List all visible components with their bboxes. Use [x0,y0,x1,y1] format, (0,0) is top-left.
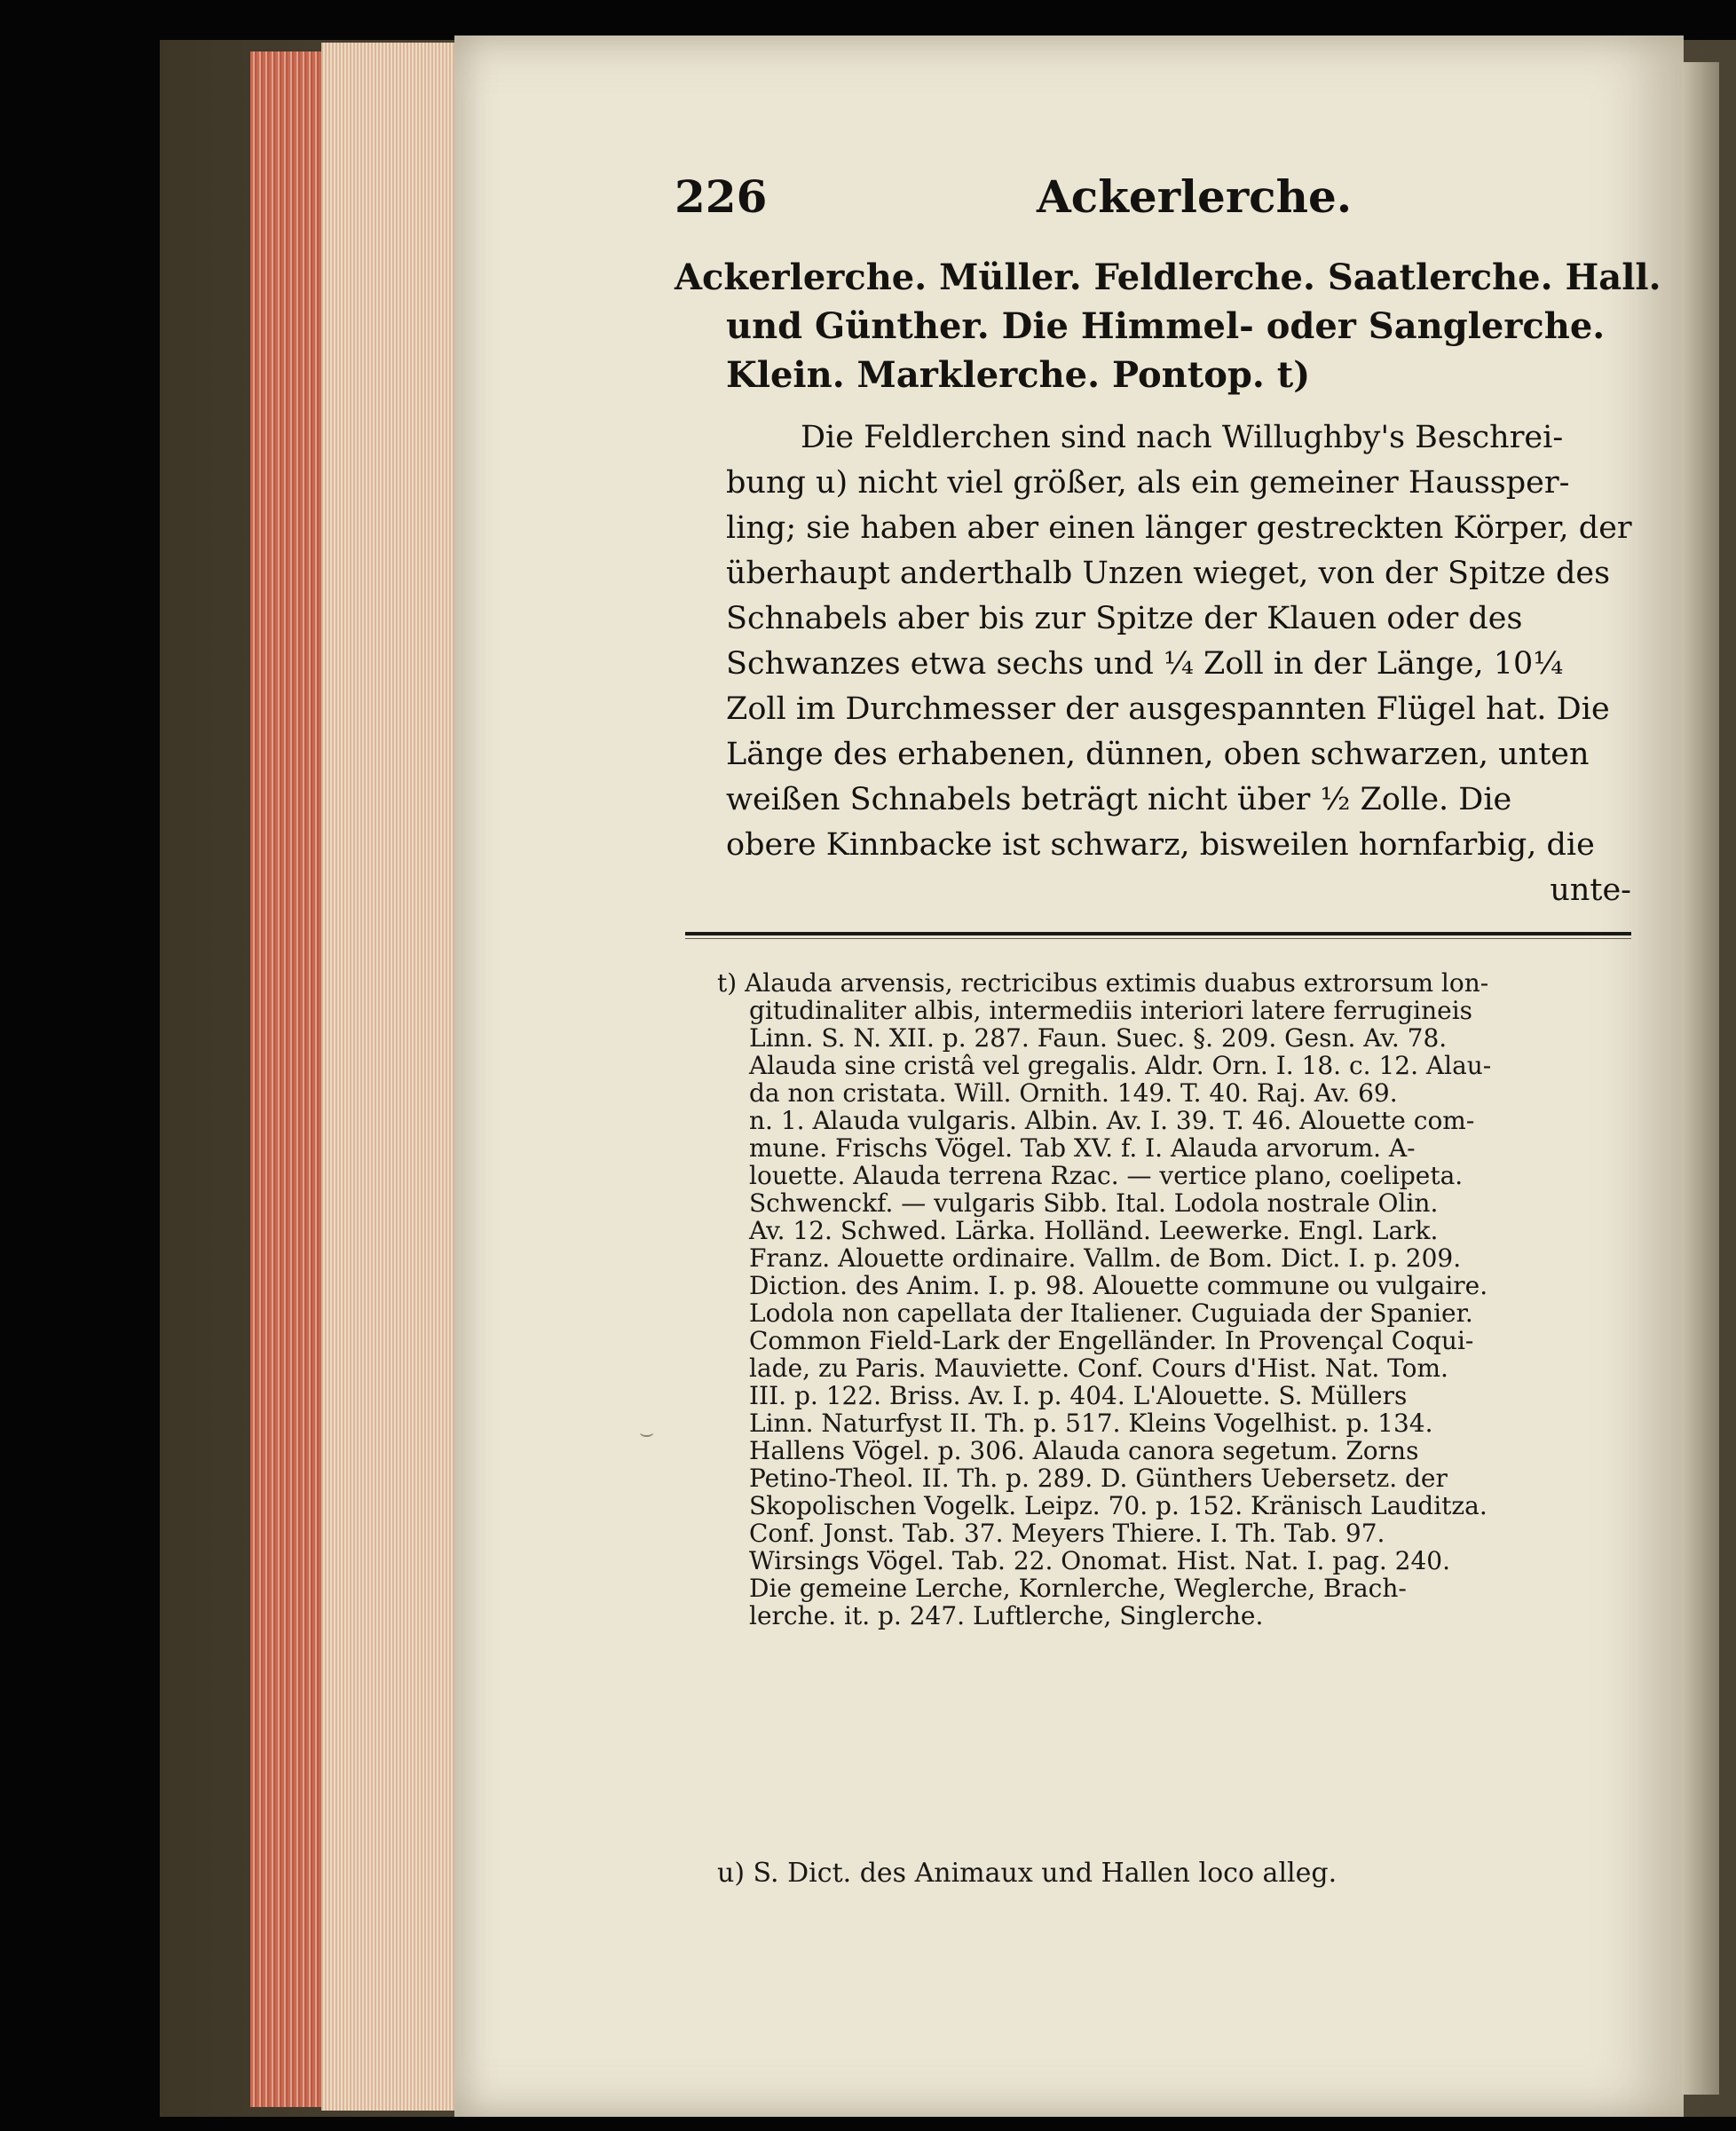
entry-heading-line: und Günther. Die Himmel- oder Sanglerche. [726,305,1606,347]
footnote-line: III. p. 122. Briss. Av. I. p. 404. L'Alouette. S. Müllers [749,1381,1408,1410]
margin-mark: ⌣ [639,1420,655,1447]
page-header [675,170,1598,233]
footnote-line: Skopolischen Vogelk. Leipz. 70. p. 152. Kränisch Lauditza. [749,1491,1487,1520]
body-line: weißen Schnabels beträgt nicht über ½ Zolle. Die [726,782,1512,817]
footnote-divider-thin [685,938,1631,939]
footnote-line: Diction. des Anim. I. p. 98. Alouette commune ou vulgaire. [749,1271,1488,1300]
footnote-line: da non cristata. Will. Ornith. 149. T. 40. Raj. Av. 69. [749,1078,1398,1108]
footnote-line: mune. Frischs Vögel. Tab XV. f. I. Alauda arvorum. A- [749,1133,1416,1163]
entry-heading-line: Ackerlerche. Müller. Feldlerche. Saatlerche. Hall. [675,257,1661,298]
body-line: Zoll im Durchmesser der ausgespannten Flügel hat. Die [726,691,1610,727]
body-line: überhaupt anderthalb Unzen wieget, von der Spitze des [726,556,1611,591]
running-head: Ackerlerche. [1037,170,1353,223]
footnote-t [717,969,1640,1630]
body-line: obere Kinnbacke ist schwarz, bisweilen hornfarbig, die [726,827,1595,863]
footnote-line: Hallens Vögel. p. 306. Alauda canora segetum. Zorns [749,1436,1419,1465]
footnote-divider [685,932,1631,935]
page-edges [321,43,454,2111]
footnote-line: Av. 12. Schwed. Lärka. Holländ. Leewerke. Engl. Lark. [749,1216,1439,1245]
footnote-line: Petino-Theol. II. Th. p. 289. D. Günthers Uebersetz. der [749,1464,1448,1493]
body-line: bung u) nicht viel größer, als ein gemeiner Haussper- [726,465,1570,501]
catchword: unte- [1550,872,1631,908]
footnote-line: Linn. S. N. XII. p. 287. Faun. Suec. §. 209. Gesn. Av. 78. [749,1023,1448,1053]
footnote-line: n. 1. Alauda vulgaris. Albin. Av. I. 39. T. 46. Alouette com- [749,1106,1475,1135]
page-gutter [1682,62,1719,2095]
footnote-line: Alauda sine cristâ vel gregalis. Aldr. Orn. I. 18. c. 12. Alau- [749,1051,1492,1080]
footnote-line: gitudinaliter albis, intermediis interiori latere ferrugineis [749,996,1473,1025]
footnote-line: lerche. it. p. 247. Luftlerche, Singlerche. [749,1601,1264,1630]
footnote-u: u) S. Dict. des Animaux und Hallen loco alleg. [717,1858,1338,1889]
footnote-line: Franz. Alouette ordinaire. Vallm. de Bom. Dict. I. p. 209. [749,1243,1462,1273]
body-line: Schnabels aber bis zur Spitze der Klauen oder des [726,601,1523,636]
page-number: 226 [675,170,768,223]
footnote-line: lade, zu Paris. Mauviette. Conf. Cours d'Hist. Nat. Tom. [749,1354,1448,1383]
footnote-line: Schwenckf. — vulgaris Sibb. Ital. Lodola nostrale Olin. [749,1188,1439,1218]
body-paragraph [726,415,1631,913]
footnote-line: Conf. Jonst. Tab. 37. Meyers Thiere. I. Th. Tab. 97. [749,1519,1385,1548]
footnote-line: Lodola non capellata der Italiener. Cuguiada der Spanier. [749,1298,1473,1328]
footnote-line: louette. Alauda terrena Rzac. — vertice plano, coelipeta. [749,1161,1464,1190]
footnote-line: Die gemeine Lerche, Kornlerche, Weglerche, Brach- [749,1574,1407,1603]
body-line: Schwanzes etwa sechs und ¼ Zoll in der Länge, 10¼ [726,646,1564,682]
body-line: Länge des erhabenen, dünnen, oben schwarzen, unten [726,737,1590,772]
footnote-line: t) Alauda arvensis, rectricibus extimis duabus extrorsum lon- [717,968,1489,998]
footnote-line: Common Field-Lark der Engelländer. In Provençal Coqui- [749,1326,1474,1355]
body-line: ling; sie haben aber einen länger gestreckten Körper, der [726,510,1632,546]
footnote-line: Linn. Naturfyst II. Th. p. 517. Kleins Vogelhist. p. 134. [749,1409,1433,1438]
entry-heading-line: Klein. Marklerche. Pontop. t) [726,354,1311,396]
entry-heading [675,253,1661,399]
body-line: Die Feldlerchen sind nach Willughby's Beschrei- [801,420,1564,455]
footnote-line: Wirsings Vögel. Tab. 22. Onomat. Hist. Nat. I. pag. 240. [749,1546,1451,1575]
